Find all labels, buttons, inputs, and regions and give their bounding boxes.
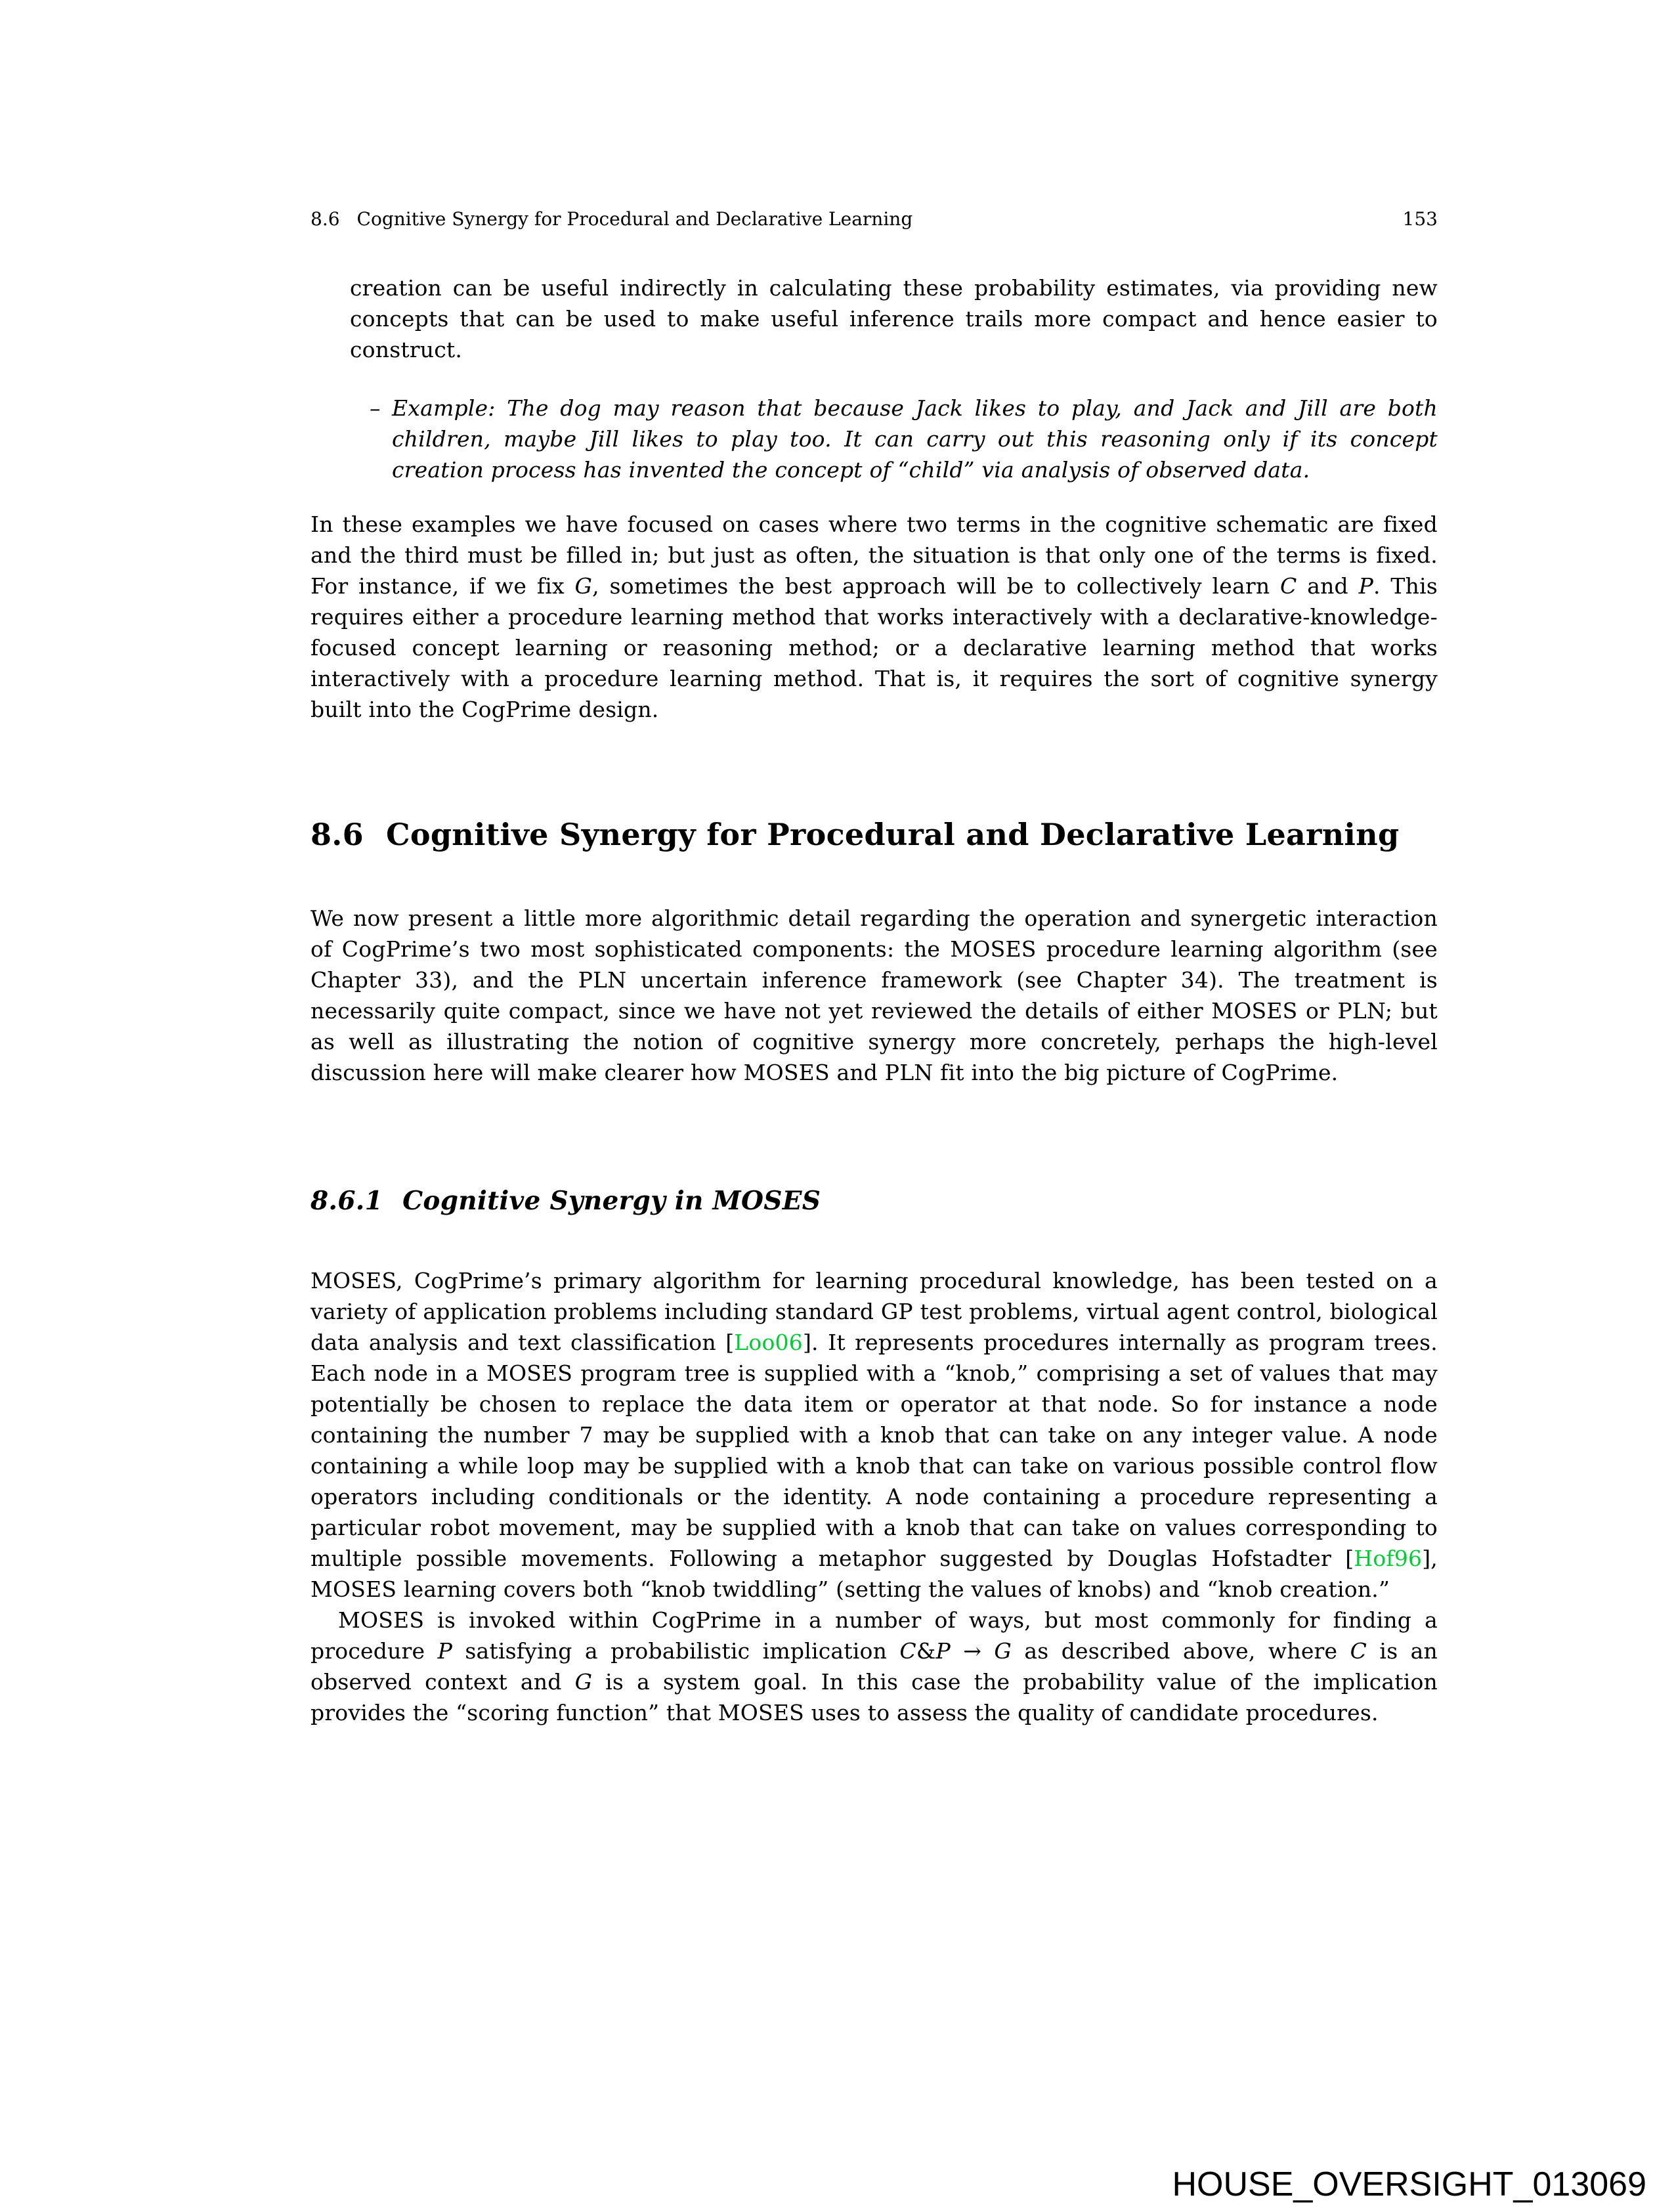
- bates-stamp: HOUSE_OVERSIGHT_013069: [1172, 2165, 1646, 2203]
- text-segment: In these examples we have focused on cases where two terms in the cognitive schematic are fixed and the third must be filled in; but just as often, the situation is that only one of the terms is fixed. For instance, if we fix: [311, 511, 1438, 599]
- text-segment: as described above, where: [1011, 1638, 1350, 1664]
- section-heading: [311, 816, 1438, 853]
- text-segment: We now present a little more algorithmic detail regarding the operation and synergetic interaction of CogPrime’s two most sophisticated components: the MOSES procedure learning algorithm (see Chapter 33), and the PLN uncertain inference framework (see Chapter 34). The treatment is necessarily quite compact, since we have not yet reviewed the details of either MOSES or PLN; but as well as illustrating the notion of cognitive synergy more concretely, perhaps the high-level discussion here will make clearer how MOSES and PLN fit into the big picture of CogPrime.: [311, 905, 1438, 1085]
- text-segment: →: [950, 1638, 995, 1664]
- text-segment: is an observed context and: [311, 1638, 1438, 1695]
- paragraph-intro: [350, 272, 1438, 365]
- text-segment: and: [1297, 573, 1359, 599]
- text-segment: Example: The dog may reason that because Jack likes to play, and Jack and Jill are both children, maybe Jill likes to play too. It can carry out this reasoning only if its concept creation process has invented the concept of “child” via analysis of observed data.: [392, 395, 1438, 483]
- math-variable: G: [994, 1638, 1012, 1664]
- text-segment: MOSES, CogPrime’s primary algorithm for learning procedural knowledge, has been tested on a variety of application problems including standard GP test problems, virtual agent control, biological data analysis and text classification [: [311, 1268, 1438, 1355]
- text-segment: creation can be useful indirectly in calculating these probability estimates, via providing new concepts that can be used to make useful inference trails more compact and hence easier to construct.: [350, 275, 1438, 362]
- page-number: 153: [1402, 208, 1438, 230]
- running-header-left: [311, 207, 912, 231]
- subsection-heading-number: 8.6.1: [311, 1186, 383, 1216]
- paragraph-terms: [311, 509, 1438, 725]
- text-segment: &: [916, 1638, 936, 1664]
- text-segment: MOSES is invoked within CogPrime in a number of ways, but most commonly for finding a procedure: [311, 1607, 1438, 1664]
- section-heading-title: Cognitive Synergy for Procedural and Declarative Learning: [385, 817, 1400, 852]
- text-segment: , sometimes the best approach will be to collectively learn: [592, 573, 1281, 599]
- example-text: [392, 393, 1438, 485]
- running-section-title: Cognitive Synergy for Procedural and Declarative Learning: [356, 208, 913, 230]
- math-variable: P: [1358, 573, 1374, 599]
- math-variable: G: [574, 1669, 593, 1695]
- paragraph-moses: [311, 1265, 1438, 1605]
- math-variable: P: [437, 1638, 453, 1664]
- section-heading-number: 8.6: [311, 817, 364, 852]
- paragraph-overview: [311, 903, 1438, 1088]
- citation-link[interactable]: Hof96: [1354, 1546, 1423, 1571]
- running-header: [311, 207, 1438, 231]
- math-variable: C: [899, 1638, 916, 1664]
- math-variable: C: [1280, 573, 1297, 599]
- math-variable: C: [1350, 1638, 1367, 1664]
- paragraph-invocation: [311, 1605, 1438, 1728]
- text-segment: ], MOSES learning covers both “knob twiddling” (setting the values of knobs) and “knob creation.”: [311, 1546, 1438, 1602]
- text-segment: is a system goal. In this case the probability value of the implication provides the “scoring function” that MOSES uses to assess the quality of candidate procedures.: [311, 1669, 1438, 1725]
- list-dash-marker: –: [370, 395, 381, 421]
- math-variable: P: [935, 1638, 951, 1664]
- example-list-item: [311, 393, 1438, 485]
- subsection-heading-title: Cognitive Synergy in MOSES: [402, 1186, 821, 1216]
- text-segment: satisfying a probabilistic implication: [452, 1638, 900, 1664]
- running-section-number: 8.6: [311, 208, 340, 230]
- text-block: [311, 0, 1438, 1728]
- text-segment: . This requires either a procedure learning method that works interactively with a declarative-knowledge-focused concept learning or reasoning method; or a declarative learning method that works interactively with a procedure learning method. That is, it requires the sort of cognitive synergy built into the CogPrime design.: [311, 573, 1438, 722]
- citation-link[interactable]: Loo06: [734, 1330, 803, 1355]
- math-variable: G: [574, 573, 593, 599]
- text-segment: ]. It represents procedures internally as program trees. Each node in a MOSES program tree is supplied with a “knob,” comprising a set of values that may potentially be chosen to replace the data item or operator at that node. So for instance a node containing the number 7 may be supplied with a knob that can take on any integer value. A node containing a while loop may be supplied with a knob that can take on various possible control flow operators including conditionals or the identity. A node containing a procedure representing a particular robot movement, may be supplied with a knob that can take on values corresponding to multiple possible movements. Following a metaphor suggested by Douglas Hofstadter [: [311, 1330, 1438, 1571]
- subsection-heading: [311, 1184, 1438, 1217]
